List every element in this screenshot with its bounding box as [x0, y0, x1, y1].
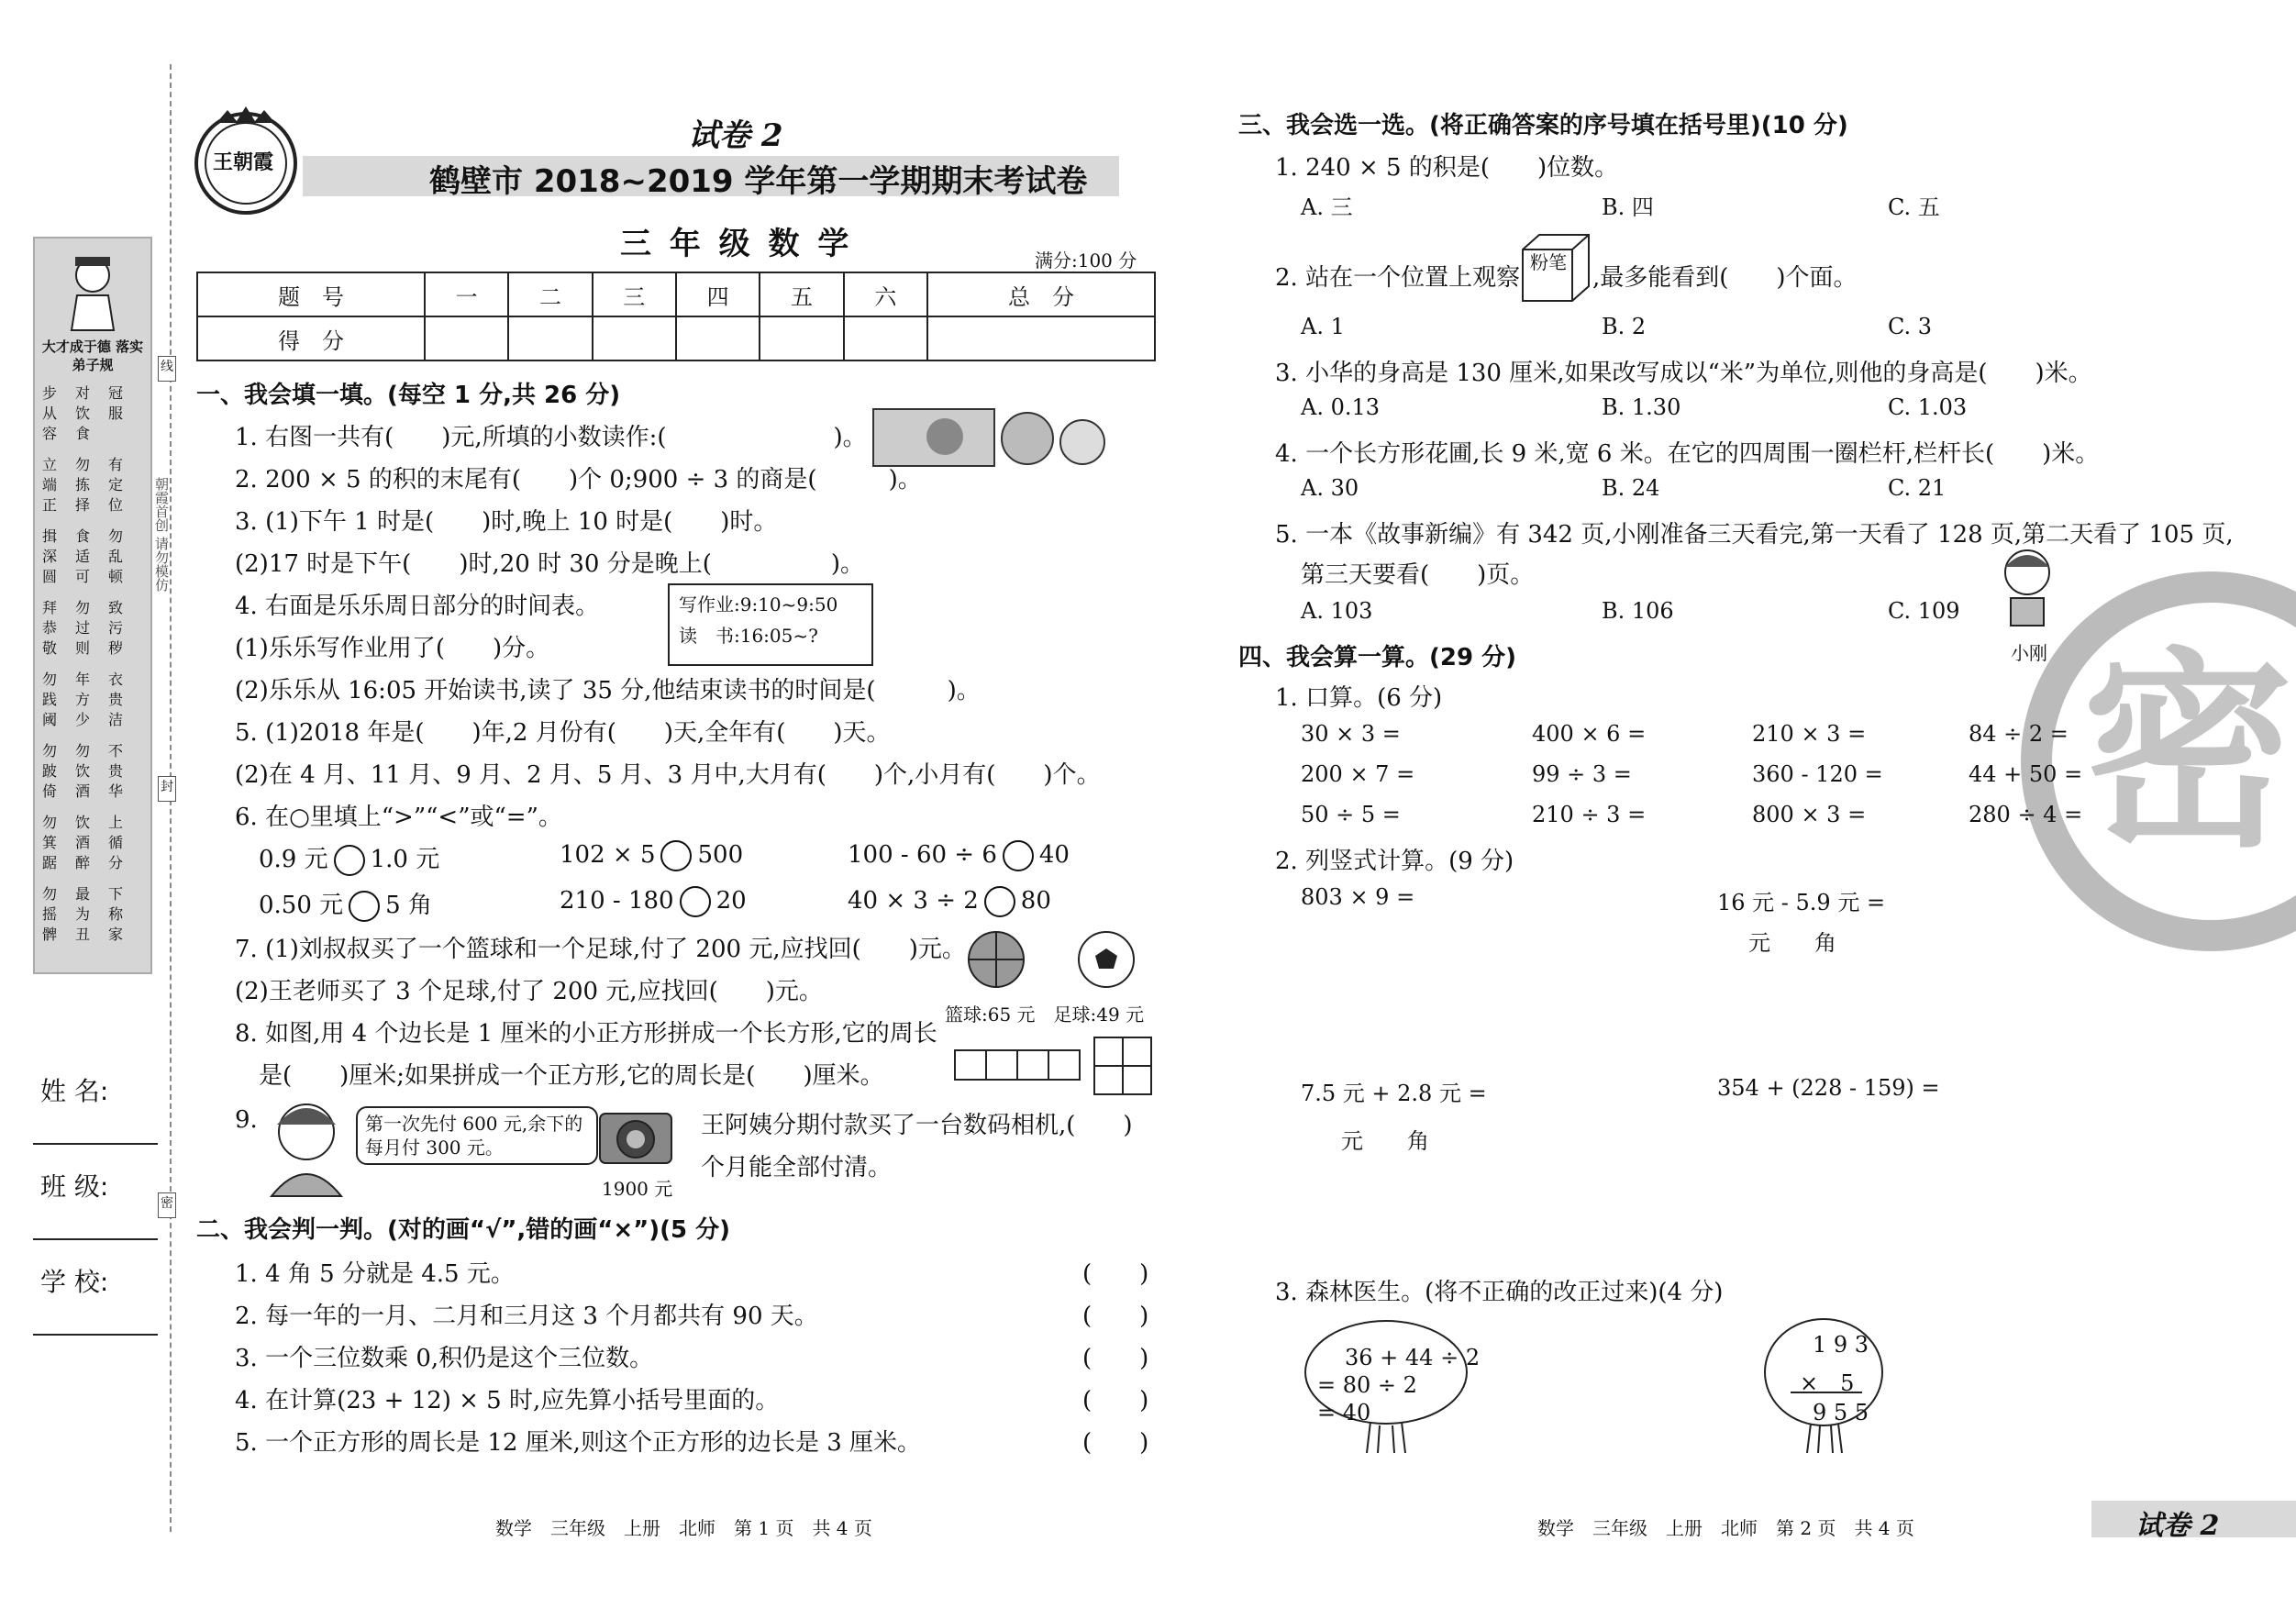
judge-answer-paren[interactable]: ( ) — [1082, 1303, 1149, 1330]
score-input-cell[interactable] — [927, 316, 1155, 360]
proverb-column: 有定位 — [108, 456, 124, 514]
oral-problem: 280 ÷ 4 = — [1969, 802, 2083, 827]
balls-illustration — [965, 928, 1148, 993]
score-header-cell: 题 号 — [197, 272, 425, 316]
oral-problem: 400 × 6 = — [1532, 721, 1647, 747]
judge-answer-paren[interactable]: ( ) — [1082, 1429, 1149, 1457]
vertical-2: 16 元 - 5.9 元 = — [1717, 890, 1886, 915]
q1-2: 2. 200 × 5 的积的末尾有( )个 0;900 ÷ 3 的商是( )。 — [235, 466, 922, 494]
q1-3a: 3. (1)下午 1 时是( )时,晚上 10 时是( )时。 — [235, 508, 778, 536]
vertical-4: 354 + (228 - 159) = — [1717, 1075, 1940, 1101]
sec3-title: 三、我会选一选。(将正确答案的序号填在括号里)(10 分) — [1238, 112, 1848, 139]
score-input-cell[interactable] — [593, 316, 676, 360]
q3-5-option-a[interactable]: A. 103 — [1301, 598, 1373, 624]
proverb-column: 饮酒醉 — [75, 814, 91, 871]
proverb-column: 勿摇髀 — [42, 885, 58, 943]
footer-badge: 试卷 2 — [2135, 1510, 2220, 1542]
proverb-column: 勿践阈 — [42, 671, 58, 728]
q1-5a: 5. (1)2018 年是( )年,2 月份有( )天,全年有( )天。 — [235, 719, 891, 747]
seal-secret-mark: 密 — [158, 1192, 176, 1218]
sec2-title: 二、我会判一判。(对的画“√”,错的画“×”)(5 分) — [196, 1216, 731, 1244]
q3-5-option-c[interactable]: C. 109 — [1888, 598, 1960, 624]
schedule-line-2: 读 书:16:05~? — [679, 625, 818, 647]
q3-3: 3. 小华的身高是 130 厘米,如果改写成以“米”为单位,则他的身高是( )米。 — [1275, 360, 2092, 387]
score-input-cell[interactable] — [676, 316, 760, 360]
q3-1-option-c[interactable]: C. 五 — [1888, 194, 1940, 220]
compare-item: 210 - 180 20 — [560, 886, 747, 917]
q1-6: 6. 在○里填上“>”“<”或“=”。 — [235, 804, 562, 831]
proverb-column: 不贵华 — [108, 742, 124, 800]
camera-illustration — [596, 1101, 675, 1170]
auntie-illustration — [261, 1097, 352, 1198]
q3-1-option-b[interactable]: B. 四 — [1602, 194, 1654, 220]
proverb-column: 揖深圆 — [42, 527, 58, 585]
proverb-column: 步从容 — [42, 384, 58, 442]
oral-problem: 84 ÷ 2 = — [1969, 721, 2069, 747]
proverb-column: 上循分 — [108, 814, 124, 871]
q3-5-option-b[interactable]: B. 106 — [1602, 598, 1674, 624]
compare-item: 100 - 60 ÷ 6 40 — [848, 840, 1070, 871]
compare-item: 40 × 3 ÷ 2 80 — [848, 886, 1051, 917]
q3-4-option-b[interactable]: B. 24 — [1602, 475, 1660, 501]
doctor-title: 3. 森林医生。(将不正确的改正过来)(4 分) — [1275, 1279, 1724, 1306]
q1-8a: 8. 如图,用 4 个边长是 1 厘米的小正方形拼成一个长方形,它的周长 — [235, 1020, 937, 1048]
footer-left: 数学 三年级 上册 北师 第 1 页 共 4 页 — [495, 1517, 872, 1539]
q3-1-option-a[interactable]: A. 三 — [1301, 194, 1353, 220]
judge-answer-paren[interactable]: ( ) — [1082, 1387, 1149, 1414]
schedule-box — [668, 583, 873, 666]
q1-8b: 是( )厘米;如果拼成一个正方形,它的周长是( )厘米。 — [259, 1062, 884, 1090]
oral-problem: 50 ÷ 5 = — [1301, 802, 1401, 827]
subject-title: 三 年 级 数 学 — [620, 226, 853, 262]
money-illustration — [871, 404, 1110, 473]
score-header-cell: 总 分 — [927, 272, 1155, 316]
q3-4-option-a[interactable]: A. 30 — [1301, 475, 1359, 501]
score-input-cell[interactable] — [508, 316, 592, 360]
compare-circle[interactable] — [660, 840, 692, 871]
q1-4a: (1)乐乐写作业用了( )分。 — [235, 635, 550, 662]
compare-item: 0.50 元 5 角 — [259, 886, 432, 922]
oral-problem: 800 × 3 = — [1752, 802, 1867, 827]
kid-name: 小刚 — [2011, 642, 2047, 664]
vertical-title: 2. 列竖式计算。(9 分) — [1275, 848, 1514, 875]
proverb-column: 勿饮酒 — [75, 742, 91, 800]
judge-statement: 2. 每一年的一月、二月和三月这 3 个月都共有 90 天。 — [235, 1303, 818, 1330]
proverb-grid — [42, 383, 145, 961]
q1-1: 1. 右图一共有( )元,所填的小数读作:( )。 — [235, 424, 867, 451]
tree-2-line-2: × 5 — [1800, 1370, 1855, 1396]
q3-2-pre: 2. 站在一个位置上观察 — [1275, 264, 1521, 292]
rectangle-figure — [954, 1049, 1082, 1086]
score-header-cell: 五 — [760, 272, 843, 316]
q1-4: 4. 右面是乐乐周日部分的时间表。 — [235, 593, 600, 620]
score-row-label: 得 分 — [197, 316, 425, 360]
proverb-column: 勿乱顿 — [108, 527, 124, 585]
judge-statement: 5. 一个正方形的周长是 12 厘米,则这个正方形的边长是 3 厘米。 — [235, 1429, 922, 1457]
compare-circle[interactable] — [349, 891, 380, 922]
sec1-title: 一、我会填一填。(每空 1 分,共 26 分) — [196, 382, 621, 409]
speech-bubble: 第一次先付 600 元,余下的每月付 300 元。 — [356, 1106, 598, 1165]
chalk-label: 粉笔 — [1530, 251, 1567, 273]
motto-text: 大才成于德 落实弟子规 — [41, 338, 144, 373]
logo-text: 王朝霞 — [213, 150, 274, 174]
judge-statement: 1. 4 角 5 分就是 4.5 元。 — [235, 1260, 515, 1288]
name-field-line[interactable] — [33, 1143, 158, 1145]
oral-title: 1. 口算。(6 分) — [1275, 684, 1443, 712]
oral-problem: 360 - 120 = — [1752, 761, 1883, 787]
q1-3b: (2)17 时是下午( )时,20 时 30 分是晚上( )。 — [235, 550, 864, 578]
tree-2-line-1: 1 9 3 — [1813, 1332, 1869, 1358]
scholar-figure — [62, 250, 123, 332]
compare-item: 102 × 5 500 — [560, 840, 743, 871]
judge-statement: 3. 一个三位数乘 0,积仍是这个三位数。 — [235, 1345, 654, 1372]
q3-3-option-a[interactable]: A. 0.13 — [1301, 394, 1381, 420]
oral-problem: 210 × 3 = — [1752, 721, 1867, 747]
proverb-column: 勿过则 — [75, 599, 91, 657]
full-score: 满分:100 分 — [1035, 250, 1137, 272]
tree-1-line-2: = 80 ÷ 2 — [1317, 1372, 1417, 1398]
motto-panel — [33, 237, 152, 974]
score-header-cell: 六 — [844, 272, 927, 316]
q3-2-post: ,最多能看到( )个面。 — [1592, 264, 1858, 292]
oral-problem: 210 ÷ 3 = — [1532, 802, 1647, 827]
sec4-title: 四、我会算一算。(29 分) — [1238, 644, 1516, 671]
tree-1-line-1: 36 + 44 ÷ 2 — [1345, 1345, 1481, 1370]
q3-3-option-c[interactable]: C. 1.03 — [1888, 394, 1968, 420]
school-label: 学 校: — [40, 1267, 109, 1297]
q3-5b: 第三天要看( )页。 — [1301, 561, 1535, 589]
score-input-cell[interactable] — [425, 316, 508, 360]
tree-1-line-3: = 40 — [1317, 1400, 1371, 1425]
oral-problem: 200 × 7 = — [1301, 761, 1415, 787]
square-figure — [1093, 1037, 1154, 1101]
q3-4-option-c[interactable]: C. 21 — [1888, 475, 1947, 501]
q1-9b: 个月能全部付清。 — [701, 1154, 893, 1181]
oral-problem: 99 ÷ 3 = — [1532, 761, 1632, 787]
score-header-cell: 四 — [676, 272, 760, 316]
q1-7b: (2)王老师买了 3 个足球,付了 200 元,应找回( )元。 — [235, 978, 823, 1005]
proverb-column: 食适可 — [75, 527, 91, 585]
q3-2-option-b[interactable]: B. 2 — [1602, 314, 1647, 339]
vertical-2-unit: 元 角 — [1748, 930, 1836, 956]
q3-5a: 5. 一本《故事新编》有 342 页,小刚准备三天看完,第一天看了 128 页,第二天看了 105 页, — [1275, 521, 2234, 549]
q1-7a: 7. (1)刘叔叔买了一个篮球和一个足球,付了 200 元,应找回( )元。 — [235, 936, 966, 963]
q1-9a: 王阿姨分期付款买了一台数码相机,( ) — [701, 1112, 1133, 1139]
proverb-column: 下称家 — [108, 885, 124, 943]
vertical-3-unit: 元 角 — [1341, 1128, 1429, 1154]
score-header-cell: 三 — [593, 272, 676, 316]
score-header-cell: 一 — [425, 272, 508, 316]
tree-2-line-3: 9 5 5 — [1813, 1400, 1869, 1425]
copyright-warning: 朝霞首创 请勿模仿 — [153, 477, 170, 592]
proverb-column: 勿箕踞 — [42, 814, 58, 871]
compare-circle[interactable] — [680, 886, 711, 917]
oral-problem: 44 + 50 = — [1969, 761, 2083, 787]
score-header-cell: 二 — [508, 272, 592, 316]
school-field-line[interactable] — [33, 1334, 158, 1336]
q3-1: 1. 240 × 5 的积是( )位数。 — [1275, 154, 1619, 182]
proverb-column: 对饮食 — [75, 384, 91, 442]
q1-5b: (2)在 4 月、11 月、9 月、2 月、5 月、3 月中,大月有( )个,小月有( )个。 — [235, 761, 1101, 789]
score-input-cell[interactable] — [844, 316, 927, 360]
q3-4: 4. 一个长方形花圃,长 9 米,宽 6 米。在它的四周围一圈栏杆,栏杆长( )米。 — [1275, 440, 2100, 468]
q1-9-number: 9. — [235, 1106, 258, 1134]
compare-circle[interactable] — [984, 886, 1015, 917]
camera-price: 1900 元 — [602, 1178, 673, 1200]
footer-right: 数学 三年级 上册 北师 第 2 页 共 4 页 — [1537, 1517, 1914, 1539]
proverb-column: 冠服 — [108, 384, 124, 422]
proverb-column: 勿跛倚 — [42, 742, 58, 800]
judge-statement: 4. 在计算(23 + 12) × 5 时,应先算小括号里面的。 — [235, 1387, 780, 1414]
seal-line-mark: 线 — [158, 356, 176, 382]
class-label: 班 级: — [40, 1171, 109, 1202]
q1-4b: (2)乐乐从 16:05 开始读书,读了 35 分,他结束读书的时间是( )。 — [235, 677, 981, 704]
seal-fold-mark: 封 — [158, 776, 176, 802]
judge-answer-paren[interactable]: ( ) — [1082, 1345, 1149, 1372]
vertical-3: 7.5 元 + 2.8 元 = — [1301, 1081, 1487, 1106]
q3-2-option-a[interactable]: A. 1 — [1301, 314, 1345, 339]
score-input-cell[interactable] — [760, 316, 843, 360]
vertical-1: 803 × 9 = — [1301, 884, 1415, 910]
proverb-column: 勿拣择 — [75, 456, 91, 514]
schedule-line-1: 写作业:9:10~9:50 — [679, 593, 838, 616]
compare-circle[interactable] — [1003, 840, 1034, 871]
proverb-column: 衣贵洁 — [108, 671, 124, 728]
q3-3-option-b[interactable]: B. 1.30 — [1602, 394, 1681, 420]
compare-item: 0.9 元 1.0 元 — [259, 840, 439, 876]
proverb-column: 最为丑 — [75, 885, 91, 943]
proverb-column: 年方少 — [75, 671, 91, 728]
name-label: 姓 名: — [40, 1076, 109, 1106]
proverb-column: 立端正 — [42, 456, 58, 514]
stamp-character: 密 — [2082, 628, 2294, 876]
proverb-column: 拜恭敬 — [42, 599, 58, 657]
proverb-column: 致污秽 — [108, 599, 124, 657]
paper-badge: 试卷 2 — [688, 117, 783, 154]
class-field-line[interactable] — [33, 1238, 158, 1240]
page-title: 鹤壁市 2018~2019 学年第一学期期末考试卷 — [429, 163, 1088, 200]
judge-answer-paren[interactable]: ( ) — [1082, 1260, 1149, 1288]
compare-circle[interactable] — [334, 845, 365, 876]
score-table — [196, 272, 1156, 361]
q3-2-option-c[interactable]: C. 3 — [1888, 314, 1933, 339]
ball-prices: 篮球:65 元 足球:49 元 — [945, 1004, 1145, 1026]
oral-problem: 30 × 3 = — [1301, 721, 1401, 747]
